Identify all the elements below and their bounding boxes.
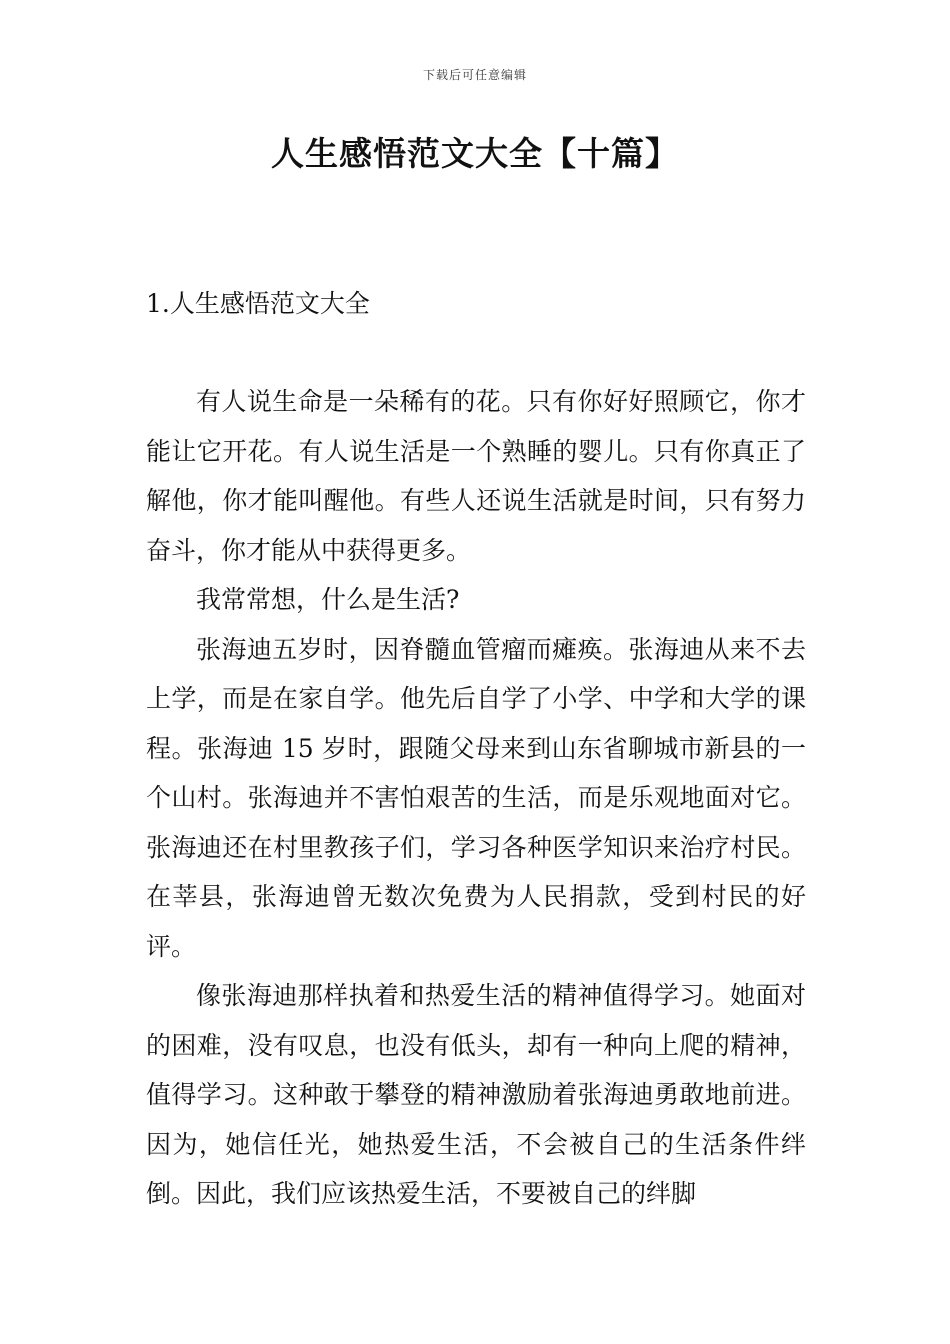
paragraph: 像张海迪那样执着和热爱生活的精神值得学习。她面对的困难，没有叹息，也没有低头，却有一种向上爬的精神，值得学习。这种敢于攀登的精神激励着张海迪勇敢地前进。因为，她信任光，她热爱生活，不会被自己的生活条件绊倒。因此，我们应该热爱生活，不要被自己的绊脚 <box>146 981 806 1208</box>
paragraph: 张海迪五岁时，因脊髓血管瘤而瘫痪。张海迪从来不去上学，而是在家自学。他先后自学了小学、中学和大学的课程。张海迪 15 岁时，跟随父母来到山东省聊城市新县的一个山村。张海迪并不害怕艰苦的生活，而是乐观地面对它。张海迪还在村里教孩子们，学习各种医学知识来治疗村民。在莘县，张海迪曾无数次免费为人民捐款，受到村民的好评。 <box>146 634 806 961</box>
paragraph: 有人说生命是一朵稀有的花。只有你好好照顾它，你才能让它开花。有人说生活是一个熟睡的婴儿。只有你真正了解他，你才能叫醒他。有些人还说生活就是时间，只有努力奋斗，你才能从中获得更多。 <box>146 387 806 565</box>
header-note: 下载后可任意编辑 <box>422 68 527 82</box>
section-heading: 1.人生感悟范文大全 <box>146 289 370 318</box>
body-text <box>146 377 806 1219</box>
document-title: 人生感悟范文大全【十篇】 <box>271 134 679 173</box>
paragraph: 我常常想，什么是生活? <box>196 585 460 614</box>
